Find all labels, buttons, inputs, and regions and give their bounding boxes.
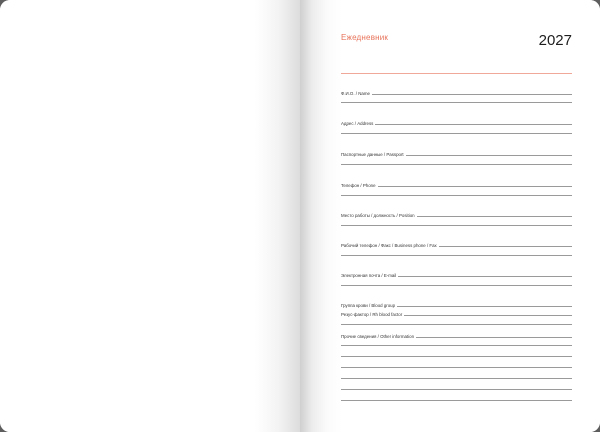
field-label: Рабочий телефон / Факс / Business phone / Fax — [341, 243, 437, 248]
field-name — [341, 88, 572, 96]
field-line — [375, 124, 572, 125]
write-line — [341, 255, 572, 256]
write-line — [341, 367, 572, 368]
write-line — [341, 400, 572, 401]
field-line — [398, 276, 572, 277]
write-line — [341, 102, 572, 103]
field-label: Прочие сведения / Other information — [341, 334, 415, 339]
field-passport — [341, 149, 572, 157]
field-label: Группа крови / Blood group — [341, 303, 396, 308]
field-label: Место работы / должность / Position — [341, 213, 415, 218]
write-line — [341, 133, 572, 134]
field-label: Паспортные данные / Passport — [341, 152, 404, 157]
write-line — [341, 378, 572, 379]
field-line — [406, 155, 572, 156]
field-email — [341, 270, 572, 278]
field-label: Адрес / Address — [341, 121, 374, 126]
field-line — [378, 186, 572, 187]
diary-title: Ежедневник — [341, 33, 389, 42]
field-line — [417, 216, 572, 217]
write-line — [341, 285, 572, 286]
field-rh-factor — [341, 309, 572, 317]
write-line — [341, 195, 572, 196]
write-line — [341, 345, 572, 346]
field-address — [341, 118, 572, 126]
field-label: Резус-фактор / Rh blood factor — [341, 312, 403, 317]
write-line — [341, 389, 572, 390]
field-blood-group — [341, 300, 572, 308]
write-line — [341, 164, 572, 165]
write-line — [341, 356, 572, 357]
field-business-phone — [341, 240, 572, 248]
field-label: Электронная почта / E-mail — [341, 273, 397, 278]
field-position — [341, 210, 572, 218]
write-line — [341, 324, 572, 325]
write-line — [341, 225, 572, 226]
accent-divider — [341, 73, 572, 74]
field-label: Ф.И.О. / Name — [341, 91, 370, 96]
field-label: Телефон / Phone — [341, 183, 376, 188]
field-line — [372, 94, 572, 95]
field-line — [397, 306, 572, 307]
field-line — [416, 337, 572, 338]
field-line — [439, 246, 572, 247]
year-label: 2027 — [538, 32, 572, 49]
field-line — [404, 315, 572, 316]
field-phone — [341, 180, 572, 188]
field-other-info — [341, 331, 572, 339]
